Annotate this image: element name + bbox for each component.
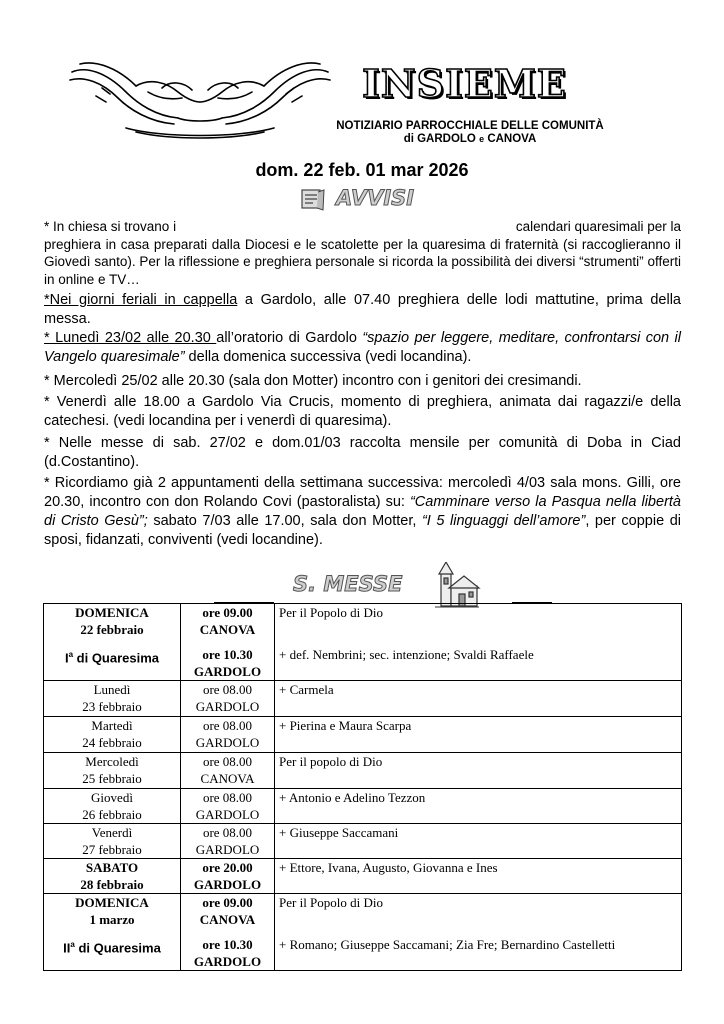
mass-place: CANOVA [200,771,255,786]
mass-time-cell [181,824,275,859]
masthead-subtitle: NOTIZIARIO PARROCCHIALE DELLE COMUNITÀ [336,120,604,132]
mass-intention: + Carmela [279,682,334,697]
community-canova: CANOVA [487,133,537,145]
notice-lodi-underlined: *Nei giorni feriali in cappella [44,292,238,308]
mass-row [44,789,682,824]
mass-row [44,681,682,717]
mass-sunday-label: di Quaresima [74,940,161,956]
mass-intention: + Giuseppe Saccamani [279,825,399,840]
notice-oratorio-underlined: * Lunedì 23/02 alle 20.30 [44,330,217,346]
mass-liturgical-sunday [48,646,176,666]
mass-date: 26 febbraio [82,807,142,822]
mass-time-cell [181,681,275,717]
mass-intention-cell [275,681,682,717]
notice-lodi-text: a Gardolo, alle 07.40 preghiera delle lodi mattutine, prima della messa. [44,292,681,327]
mass-date: 25 febbraio [82,771,142,786]
mass-time-cell [181,604,275,681]
mass-day: Lunedì [93,682,131,697]
mass-row [44,717,682,753]
mass-intention-cell [275,824,682,859]
mass-liturgical-sunday [48,936,176,956]
mass-time: ore 08.00 [202,718,253,733]
mass-intention: + Ettore, Ivana, Augusto, Giovanna e Ines [279,860,498,875]
notice-appuntamenti-text: * Ricordiamo già 2 appuntamenti della settimana successiva: mercoledì 4/03 sala mons. Gilli, ore 20.30, incontro con don Rolando Covi (pastoralista) su: [44,475,681,510]
mass-date: 23 febbraio [82,699,142,714]
mass-sunday-number: I [64,650,69,666]
notice-oratorio [44,329,681,367]
mass-time: ore 20.00 [202,860,253,875]
praying-hands-logo [66,58,334,142]
masthead-communities [300,133,640,145]
mass-time-cell [181,859,275,894]
mass-sunday-sup: a [70,940,75,949]
masthead-title: INSIEME [362,61,567,106]
mass-time: ore 08.00 [202,825,253,840]
mass-intention-2: + Romano; Giuseppe Saccamani; Zia Fre; Bernardino Castelletti [279,937,616,952]
mass-day-cell [44,717,181,753]
mass-row [44,894,682,971]
mass-date: 24 febbraio [82,735,142,750]
mass-place: GARDOLO [195,842,260,857]
mass-place: GARDOLO [195,735,260,750]
mass-date: 27 febbraio [82,842,142,857]
mass-row [44,859,682,894]
mass-intention-cell [275,604,682,681]
notice-via-crucis: * Venerdì alle 18.00 a Gardolo Via Crucis, momento di preghiera, animata dai ragazzi/e della catechesi. (vedi locandina per i venerdì di quaresima). [44,394,681,429]
mass-intention: + Pierina e Maura Scarpa [279,718,412,733]
notice-appuntamenti-title1: “Camminare verso la Pasqua nella libertà di Cristo Gesù”; [44,494,681,529]
mass-day-cell [44,681,181,717]
bulletin-date: dom. 22 feb. 01 mar 2026 [255,160,469,180]
notice-appuntamenti-mid: sabato 7/03 alle 17.00, sala don Motter, [147,513,422,529]
mass-time: ore 08.00 [202,754,253,769]
mass-time: ore 08.00 [202,790,253,805]
mass-place-2: GARDOLO [193,664,262,679]
mass-place: GARDOLO [195,807,260,822]
notice-cresimandi: * Mercoledì 25/02 alle 20.30 (sala don Motter) incontro con i genitori dei cresimandi. [44,373,582,389]
mass-day: Mercoledì [85,754,139,769]
notice-oratorio-end: della domenica successiva (vedi locandina). [184,349,472,365]
messe-title: S. MESSE [293,572,403,596]
mass-day-cell [44,824,181,859]
mass-day-cell [44,604,181,681]
mass-time-cell [181,753,275,789]
mass-time-cell [181,717,275,753]
mass-schedule-table [43,603,682,971]
mass-row [44,824,682,859]
notice-oratorio-text: all’oratorio di Gardolo [216,330,363,346]
church-icon [433,562,481,608]
notice-calendari [44,218,681,288]
mass-intention-cell [275,753,682,789]
mass-day: Martedì [91,718,133,733]
mass-place: CANOVA [199,912,256,927]
mass-intention: Per il Popolo di Dio [279,895,384,910]
avvisi-title: AVVISI [336,186,415,210]
mass-time-2: ore 10.30 [202,937,253,952]
mass-sunday-label: di Quaresima [73,650,160,666]
notice-lodi [44,291,681,329]
mass-intention-cell [275,717,682,753]
mass-day: Giovedì [91,790,133,805]
mass-intention-cell [275,789,682,824]
mass-intention-cell [275,894,682,971]
mass-day: SABATO [85,860,139,875]
community-and: e [479,134,485,144]
mass-time-cell [181,789,275,824]
mass-sunday-sup: a [68,650,74,659]
mass-date: 1 marzo [89,912,135,927]
mass-place: CANOVA [199,622,256,637]
notice-appuntamenti-end: , per coppie di sposi, fidanzati, conviventi (vedi locandine). [44,513,681,548]
mass-day-cell [44,753,181,789]
mass-day: Venerdì [91,825,133,840]
notice-appuntamenti-title2: “I 5 linguaggi dell’amore” [421,513,586,529]
mass-place: GARDOLO [195,699,260,714]
mass-place-2: GARDOLO [193,954,262,969]
notice-appuntamenti [44,474,681,550]
notice-calendari-start: * In chiesa si trovano i [44,219,177,234]
mass-time-cell [181,894,275,971]
mass-date: 28 febbraio [80,877,144,892]
mass-intention: Per il popolo di Dio [279,754,383,769]
mass-time: ore 09.00 [202,605,253,620]
mass-sunday-number: II [63,940,71,956]
mass-place: GARDOLO [193,877,262,892]
mass-time: ore 08.00 [202,682,253,697]
mass-day-cell [44,894,181,971]
notice-calendari-body: preghiera in casa preparati dalla Diocesi e le scatolette per la quaresima di fraternità (si raccoglieranno il Giovedì santo). Per la riflessione e preghiera personale si ricorda la possibilità dei diversi “strumenti” offerti in online e TV… [44,236,681,287]
mass-row [44,753,682,789]
mass-intention-cell [275,859,682,894]
mass-row [44,604,682,681]
mass-time: ore 09.00 [202,895,253,910]
mass-intention: Per il Popolo di Dio [279,605,384,620]
notice-raccolta: * Nelle messe di sab. 27/02 e dom.01/03 raccolta mensile per comunità di Doba in Ciad (d.Costantino). [44,435,681,470]
notice-calendari-gap: calendari quaresimali per la [515,219,681,234]
mass-day-cell [44,859,181,894]
mass-day-cell [44,789,181,824]
notice-oratorio-italic: “spazio per leggere, meditare, confrontarsi con il Vangelo quaresimale” [44,330,681,365]
mass-day: DOMENICA [75,895,149,910]
mass-date: 22 febbraio [80,622,144,637]
notice-board-icon [300,188,326,212]
mass-intention-2: + def. Nembrini; sec. intenzione; Svaldi Raffaele [279,647,534,662]
community-gardolo: di GARDOLO [403,133,476,145]
mass-intention: + Antonio e Adelino Tezzon [279,790,426,805]
mass-time-2: ore 10.30 [202,647,253,662]
mass-day: DOMENICA [75,605,149,620]
